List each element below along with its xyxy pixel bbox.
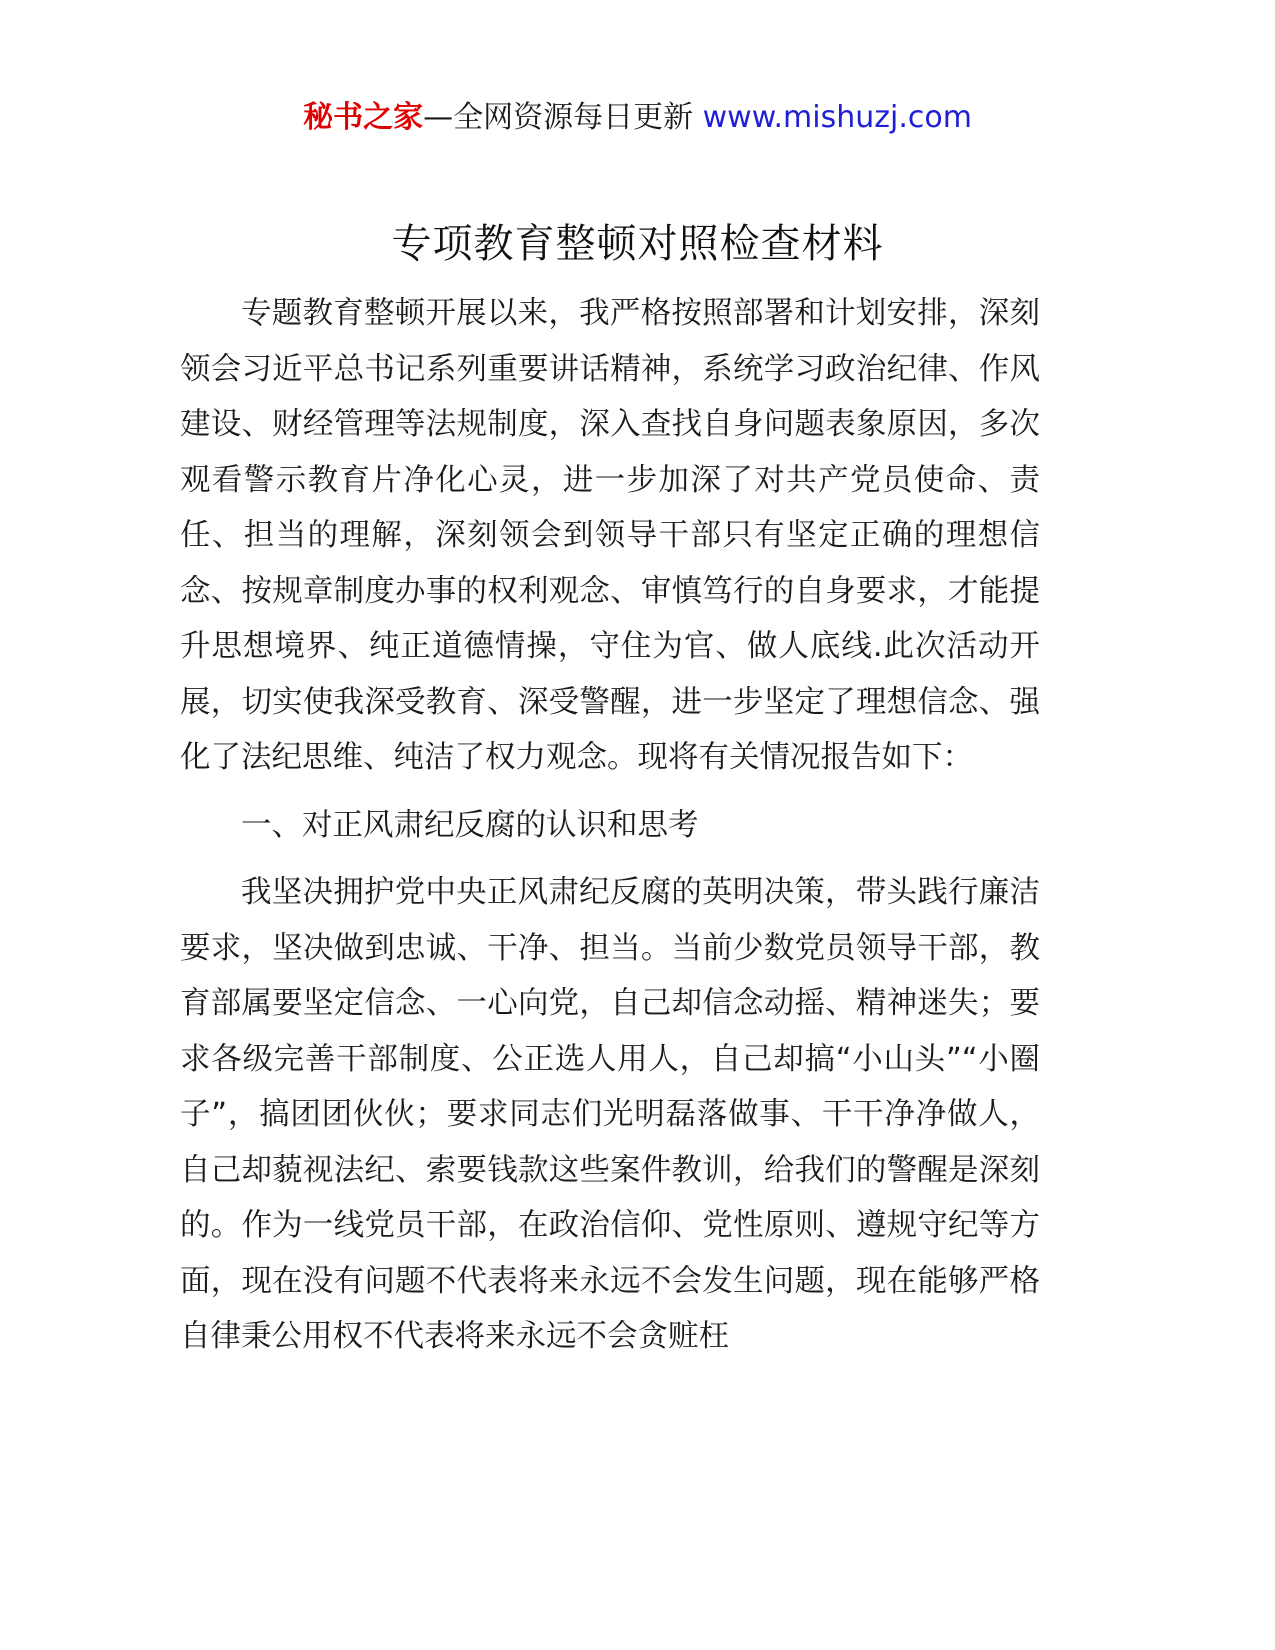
- body-paragraph: 我坚决拥护党中央正风肃纪反腐的英明决策，带头践行廉洁要求，坚决做到忠诚、干净、担当。当前少数党员领导干部，教育部属要坚定信念、一心向党，自己却信念动摇、精神迷失；要求各级完善干部制度、公正选人用人，自己却搞“小山头”“小圈子”，搞团团伙伙；要求同志们光明磊落做事、干干净净做人，自己却藐视法纪、索要钱款这些案件教训，给我们的警醒是深刻的。作为一线党员干部，在政治信仰、党性原则、遵规守纪等方面，现在没有问题不代表将来永远不会发生问题，现在能够严格自律秉公用权不代表将来永远不会贪赃枉: [180, 875, 1040, 1354]
- document-title: 专项教育整顿对照检查材料: [391, 221, 884, 267]
- site-banner: [0, 96, 1275, 140]
- brand-name: 秘书之家: [303, 100, 424, 135]
- intro-paragraph: 专题教育整顿开展以来，我严格按照部署和计划安排，深刻领会习近平总书记系列重要讲话精神，系统学习政治纪律、作风建设、财经管理等法规制度，深入查找自身问题表象原因，多次观看警示教育片净化心灵，进一步加深了对共产党员使命、责任、担当的理解，深刻领会到领导干部只有坚定正确的理想信念、按规章制度办事的权利观念、审慎笃行的自身要求，才能提升思想境界、纯正道德情操，守住为官、做人底线.此次活动开展，切实使我深受教育、深受警醒，进一步坚定了理想信念、强化了法纪思维、纯洁了权力观念。现将有关情况报告如下：: [180, 296, 1040, 775]
- section-heading: 一、对正风肃纪反腐的认识和思考: [241, 807, 699, 843]
- site-url-link[interactable]: www.mishuzj.com: [702, 100, 972, 135]
- document-body: [180, 286, 1040, 1365]
- banner-tagline: —全网资源每日更新: [423, 100, 703, 135]
